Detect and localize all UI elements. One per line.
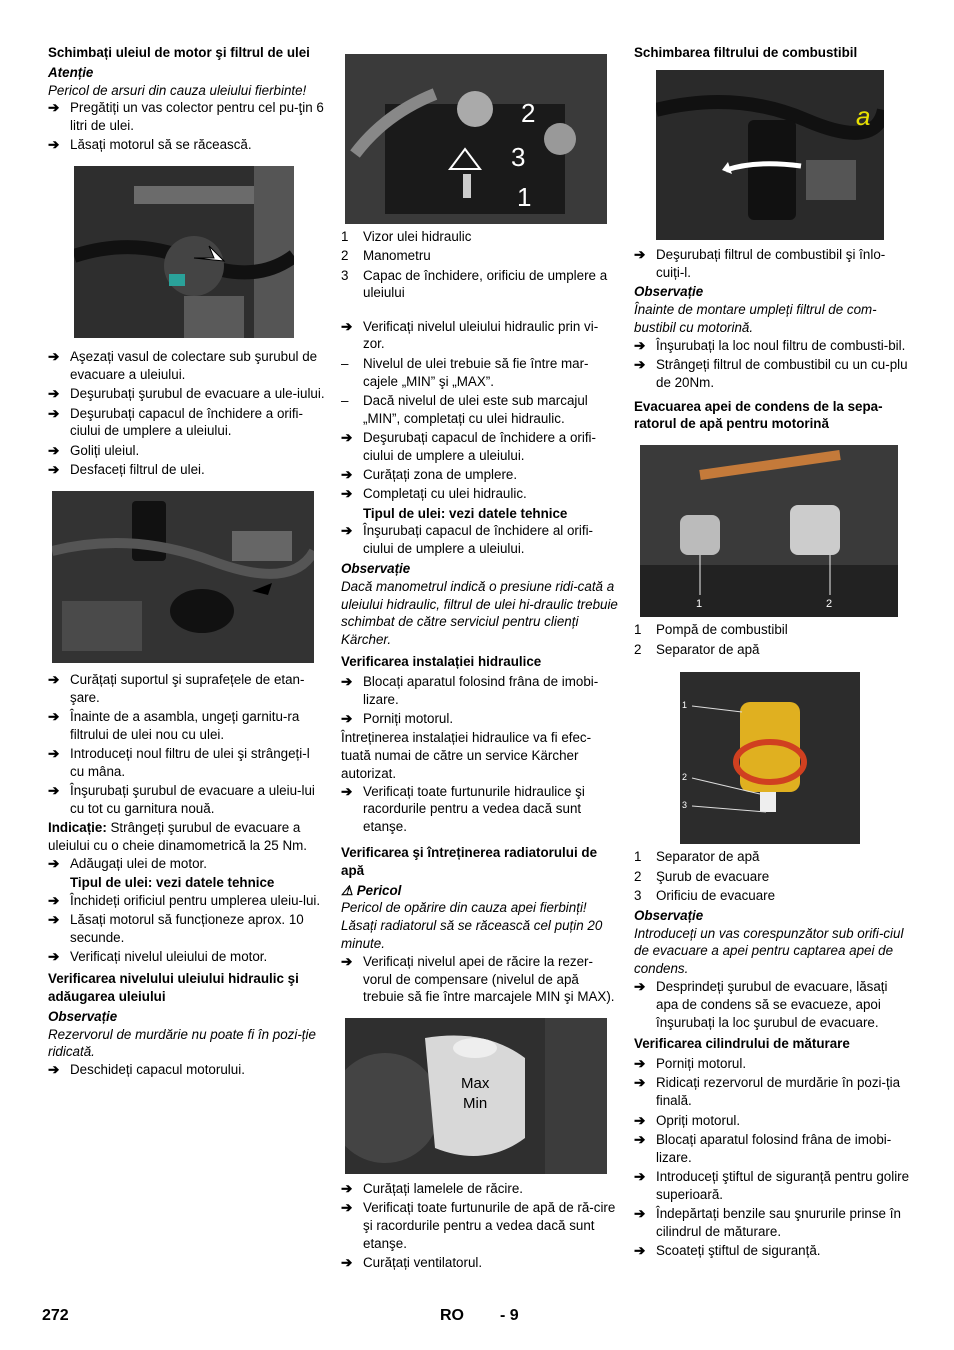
arrow-right-icon: ➔ [48, 462, 60, 478]
step-list [634, 246, 912, 282]
arrow-right-icon: ➔ [48, 349, 60, 365]
arrow-right-icon: ➔ [341, 486, 353, 502]
arrow-right-icon: ➔ [634, 1243, 646, 1259]
step-list [341, 783, 619, 836]
column-3 [634, 44, 912, 1261]
step-item: ➔ Îndepărtați benzile sau şnururile prinse în cilindrul de măturare. [634, 1206, 901, 1239]
warning-icon: ⚠ [341, 882, 354, 898]
step-item: ➔ Porniți motorul. [634, 1056, 747, 1072]
column-2 [341, 54, 619, 1274]
install-paragraph: Întreținerea instalației hidraulice va fi efec-tuată numai de către un service Kärcher autorizat. [341, 730, 592, 781]
arrow-right-icon: ➔ [341, 783, 353, 799]
arrow-right-icon: ➔ [634, 357, 646, 373]
step-item: ➔ Opriți motorul. [634, 1112, 741, 1128]
step-item: ➔ Introduceți ştiftul de siguranță pentru golire superioară. [634, 1168, 910, 1202]
step-item: ➔ Verificați nivelul apei de răcire la rezer-vorul de compensare (nivelul de apă trebuie să fie între marcajele MIN şi MAX). [341, 953, 615, 1005]
section-title-hydraulic-install: Verificarea instalației hidraulice [341, 654, 542, 670]
step-item: ➔ Curățați ventilatorul. [341, 1255, 483, 1271]
step-item: ➔ Adăugați ulei de motor. [48, 855, 207, 871]
step-item: ➔ Curățați suportul şi suprafețele de etan-şare. [48, 671, 305, 705]
legend-item: 2 Separator de apă [634, 641, 760, 657]
min-label: Min [463, 1095, 488, 1113]
page-number: 272 [42, 1307, 69, 1324]
step-list [48, 671, 326, 818]
section-title-condensate: Evacuarea apei de condens de la sepa-ratorul de apă pentru motorină [634, 398, 883, 432]
arrow-right-icon: ➔ [48, 1062, 60, 1078]
step-item: ➔ Desfaceți filtrul de ulei. [48, 462, 205, 478]
dash-item: – Nivelul de ulei trebuie să fie între mar-cajele „MIN” şi „MAX”. [341, 355, 589, 389]
arrow-right-icon: ➔ [341, 673, 353, 689]
step-list [634, 337, 912, 392]
step-item: ➔ Înşurubați la loc noul filtru de combusti-bil. [634, 337, 906, 353]
arrow-right-icon: ➔ [634, 1131, 646, 1147]
step-item: ➔ Înşurubați şurubul de evacuare a uleiu-lui cu tot cu garnitura nouă. [48, 783, 315, 816]
arrow-right-icon: ➔ [48, 386, 60, 402]
photo-label-1: 1 [696, 598, 703, 611]
arrow-right-icon: ➔ [634, 1075, 646, 1091]
step-list [341, 522, 619, 558]
danger-label-row: ⚠ Pericol [341, 882, 402, 898]
arrow-right-icon: ➔ [48, 783, 60, 799]
legend-item: 1 Vizor ulei hidraulic [341, 229, 472, 244]
step-item: ➔ Strângeți filtrul de combustibil cu un cu-plu de 20Nm. [634, 357, 908, 390]
step-item: ➔ Curățați lamelele de răcire. [341, 1181, 524, 1197]
step-list [48, 855, 326, 873]
step-item: ➔ Blocați aparatul folosind frâna de imobi-lizare. [341, 673, 599, 707]
step-item: ➔ Porniți motorul. [341, 710, 454, 726]
danger-text: Pericol de opărire din cauza apei fierbinți! Lăsați radiatorul să se răcească cel puțin 20 minute. [341, 900, 603, 951]
observation-text: Dacă manometrul indică o presiune ridi-cată a uleiului hidraulic, filtrul de ulei hi-draulic trebuie schimbat de către serviciul pentru clienți Kärcher. [341, 578, 618, 648]
step-list [48, 892, 326, 966]
legend-item: 2 Manometru [341, 248, 431, 264]
dash-list [341, 355, 619, 428]
language-code: RO [440, 1307, 464, 1324]
caution-label: Atenție [48, 64, 94, 80]
section-title-oil-change: Schimbați uleiul de motor şi filtrul de ulei [48, 45, 310, 60]
step-item: ➔ Închideți orificiul pentru umplerea uleiu-lui. [48, 892, 321, 908]
photo-label-3: 3 [682, 800, 688, 811]
step-list [48, 1061, 326, 1079]
legend-list [341, 228, 619, 302]
section-title-fuel-filter: Schimbarea filtrului de combustibil [634, 45, 858, 60]
section-page-number: - 9 [500, 1307, 519, 1324]
arrow-right-icon: ➔ [48, 708, 60, 724]
arrow-right-icon: ➔ [341, 1181, 353, 1197]
step-item: ➔ Deschideți capacul motorului. [48, 1062, 245, 1078]
arrow-right-icon: ➔ [341, 467, 353, 483]
step-item: ➔ Curățați zona de umplere. [341, 467, 518, 483]
arrow-right-icon: ➔ [48, 100, 60, 116]
arrow-right-icon: ➔ [341, 953, 353, 969]
photo-separator-closeup [680, 672, 860, 844]
legend-item: 1 Pompă de combustibil [634, 622, 788, 638]
arrow-right-icon: ➔ [48, 442, 60, 458]
section-title-sweep-roller: Verificarea cilindrului de măturare [634, 1036, 850, 1052]
step-item: ➔ Pregătiți un vas colector pentru cel pu-ţin 6 litri de ulei. [48, 100, 324, 134]
arrow-right-icon: ➔ [48, 892, 60, 908]
observation-text: Înainte de montare umpleți filtrul de com-bustibil cu motorină. [634, 302, 877, 335]
arrow-right-icon: ➔ [634, 1168, 646, 1184]
arrow-right-icon: ➔ [341, 710, 353, 726]
step-item: ➔ Desprindeți şurubul de evacuare, lăsați apa de condens să se evacueze, apoi înşurubați la loc şurubul de evacuare. [634, 978, 888, 1030]
arrow-right-icon: ➔ [48, 855, 60, 871]
photo-label-2: 2 [521, 98, 536, 128]
step-item: ➔ Verificați nivelul uleiului de motor. [48, 949, 268, 965]
step-list [341, 673, 619, 728]
step-list [341, 318, 619, 354]
arrow-right-icon: ➔ [341, 523, 353, 539]
photo-label-2: 2 [826, 598, 833, 611]
arrow-right-icon: ➔ [634, 1056, 646, 1072]
arrow-right-icon: ➔ [634, 246, 646, 262]
oil-type-note: Tipul de ulei: vezi datele tehnice [363, 505, 568, 521]
legend-item: 3 Capac de închidere, orificiu de umplere a uleiului [341, 267, 608, 301]
observation-label: Observație [341, 561, 411, 577]
step-item: ➔ Deşurubați capacul de închidere a orifi-ciului de umplere a uleiului. [341, 429, 596, 463]
photo-fuel-filter [656, 70, 884, 240]
arrow-right-icon: ➔ [341, 429, 353, 445]
arrow-right-icon: ➔ [48, 912, 60, 928]
arrow-right-icon: ➔ [48, 137, 60, 153]
legend-list [634, 621, 912, 658]
step-item: ➔ Ridicați rezervorul de murdărie în pozi-ția finală. [634, 1075, 901, 1109]
arrow-right-icon: ➔ [341, 318, 353, 334]
observation-label: Observație [634, 284, 704, 300]
arrow-right-icon: ➔ [48, 671, 60, 687]
legend-item: 1 Separator de apă [634, 849, 760, 865]
photo-label-3: 3 [511, 142, 526, 172]
step-item: ➔ Deşurubați filtrul de combustibil şi înlo-cuiți-l. [634, 246, 886, 280]
step-item: ➔ Lăsați motorul să funcționeze aprox. 10 secunde. [48, 912, 304, 946]
legend-item: 2 Şurub de evacuare [634, 868, 770, 884]
arrow-right-icon: ➔ [634, 1112, 646, 1128]
observation-label: Observație [634, 907, 704, 923]
max-label: Max [461, 1075, 490, 1093]
step-list [634, 978, 912, 1031]
step-item: ➔ Goliți uleiul. [48, 442, 140, 458]
photo-label-1: 1 [517, 182, 532, 212]
step-item: ➔ Blocați aparatul folosind frâna de imobi-lizare. [634, 1131, 892, 1165]
step-list [341, 429, 619, 503]
step-item: ➔ Deşurubați capacul de închidere a orifi-ciului de umplere a uleiului. [48, 405, 303, 439]
step-item: ➔ Lăsați motorul să se răcească. [48, 137, 252, 153]
section-title-hydraulic: Verificarea nivelului uleiului hidraulic şi adăugarea uleiului [48, 971, 299, 1004]
step-item: ➔ Aşezați vasul de colectare sub şurubul de evacuare a uleiului. [48, 349, 318, 383]
step-list [341, 953, 619, 1006]
observation-text: Introduceți un vas corespunzător sub orifi-ciul de evacuare a apei pentru captarea apei de condens. [634, 925, 904, 977]
legend-item: 3 Orificiu de evacuare [634, 887, 776, 903]
step-item: ➔ Scoateți ştiftul de siguranță. [634, 1243, 821, 1259]
step-item: ➔ Verificați toate furtunurile de apă de ră-cire şi racordurile pentru a vedea dacă sunt etanşe. [341, 1200, 616, 1252]
column-1 [48, 44, 326, 1080]
step-item: ➔ Înşurubați capacul de închidere al orifi-ciului de umplere a uleiului. [341, 523, 594, 557]
step-item: ➔ Verificați nivelul uleiului hidraulic prin vi-zor. [341, 318, 599, 352]
arrow-right-icon: ➔ [48, 405, 60, 421]
photo-label-a: a [856, 100, 871, 131]
photo-water-separator [640, 445, 898, 617]
arrow-right-icon: ➔ [341, 1255, 353, 1271]
photo-hydraulic-tank [345, 54, 607, 224]
step-list [634, 1055, 912, 1260]
step-list [48, 348, 326, 479]
caution-text: Pericol de arsuri din cauza uleiului fierbinte! [48, 82, 307, 98]
step-item: ➔ Completați cu ulei hidraulic. [341, 486, 527, 502]
photo-label-2: 2 [682, 772, 688, 783]
photo-coolant-tank [345, 1018, 607, 1174]
oil-type-note: Tipul de ulei: vezi datele tehnice [70, 875, 275, 891]
observation-text: Rezervorul de murdărie nu poate fi în pozi-ție ridicată. [48, 1026, 316, 1060]
section-title-radiator: Verificarea şi întreținerea radiatorului de apă [341, 845, 598, 878]
step-list [48, 99, 326, 154]
hint-paragraph: Indicație: Strângeți şurubul de evacuare a uleiului cu o cheie dinamometrică la 25 Nm. [48, 820, 308, 854]
step-list [341, 1180, 619, 1272]
arrow-right-icon: ➔ [48, 949, 60, 965]
dash-item: – Dacă nivelul de ulei este sub marcajul „MIN”, completați cu ulei hidraulic. [341, 392, 588, 426]
arrow-right-icon: ➔ [48, 746, 60, 762]
arrow-right-icon: ➔ [341, 1200, 353, 1216]
arrow-right-icon: ➔ [634, 337, 646, 353]
observation-label: Observație [48, 1008, 118, 1024]
step-item: ➔ Introduceți noul filtru de ulei şi strângeți-l cu mâna. [48, 746, 310, 779]
legend-list [634, 848, 912, 904]
step-item: ➔ Înainte de a asambla, ungeți garnitu-ra filtrului de ulei nou cu ulei. [48, 708, 300, 742]
arrow-right-icon: ➔ [634, 1206, 646, 1221]
step-item: ➔ Verificați toate furtunurile hidraulice şi racordurile pentru a vedea dacă sunt etanşe. [341, 783, 585, 835]
photo-label-1: 1 [682, 700, 688, 711]
photo-oil-drain [74, 166, 294, 338]
photo-oil-filter [52, 491, 314, 663]
arrow-right-icon: ➔ [634, 978, 646, 994]
step-item: ➔ Deşurubați şurubul de evacuare a ule-iului. [48, 386, 325, 402]
